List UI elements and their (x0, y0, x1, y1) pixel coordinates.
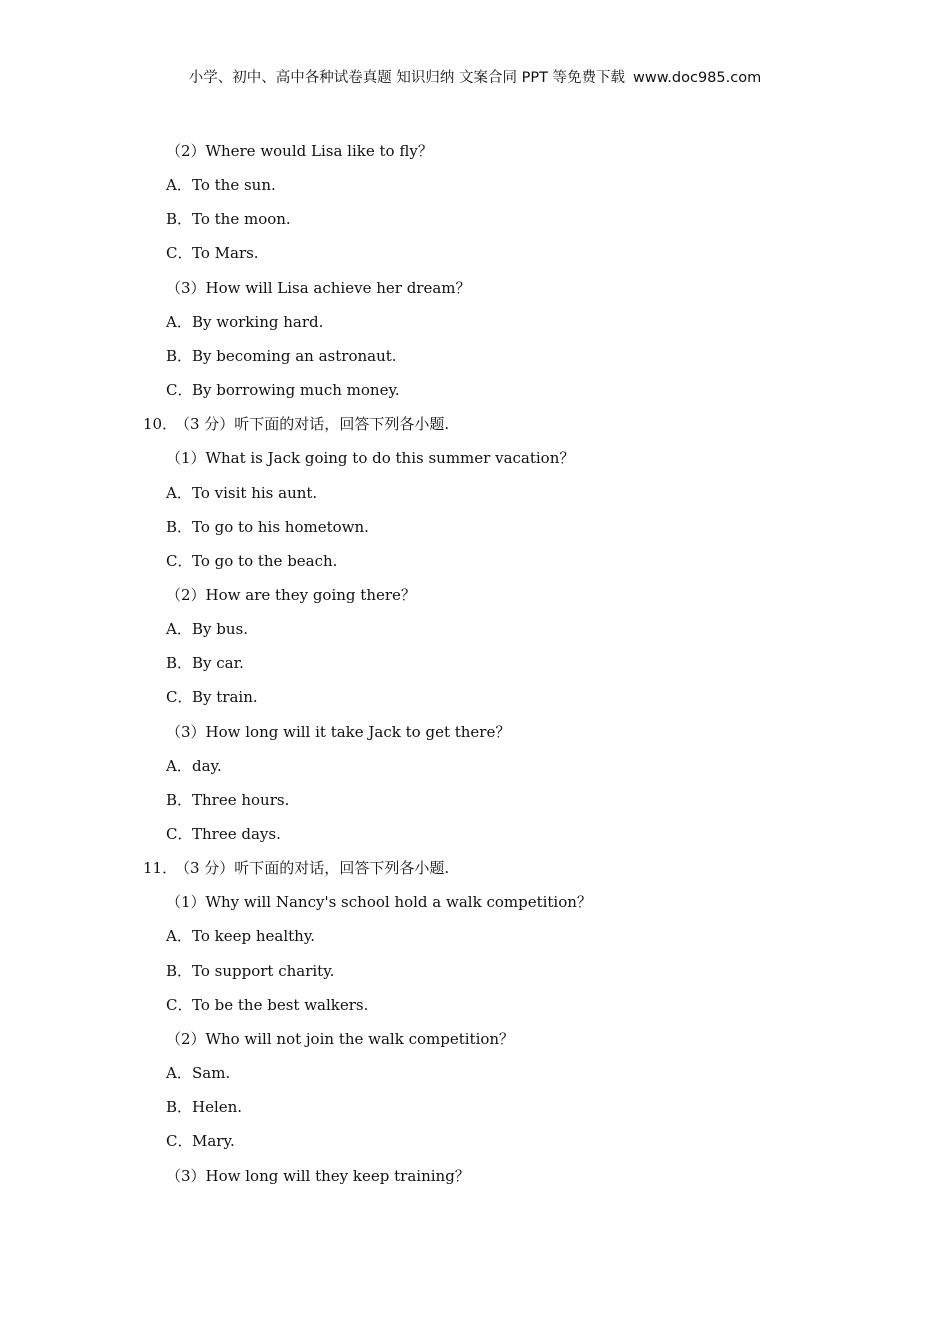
option-text: To go to the beach. (192, 551, 338, 570)
option-letter: C． (166, 825, 193, 843)
option-text: To the moon. (192, 210, 291, 229)
sub-question: （3）How long will it take Jack to get there？ (166, 722, 511, 741)
answer-option (166, 346, 397, 366)
option-text: day. (192, 756, 222, 775)
answer-option (166, 175, 276, 195)
option-letter: A． (166, 483, 192, 502)
question-number: 11． (143, 859, 178, 878)
option-text: To the sun. (192, 176, 276, 195)
option-text: Three hours. (192, 790, 290, 809)
option-text: To keep healthy. (192, 927, 316, 946)
option-letter: A． (166, 620, 192, 639)
sub-question: （3）How will Lisa achieve her dream？ (166, 278, 471, 297)
answer-option (166, 926, 315, 946)
option-letter: C． (166, 1132, 193, 1151)
option-letter: C． (166, 688, 193, 707)
option-letter: B． (166, 790, 193, 809)
option-letter: B． (166, 346, 193, 365)
answer-option (166, 1063, 230, 1083)
answer-option (166, 551, 337, 571)
option-text: Sam. (192, 1064, 231, 1083)
answer-option (166, 1097, 242, 1117)
answer-option (166, 790, 289, 810)
answer-option (166, 1131, 235, 1151)
option-letter: B． (166, 1098, 193, 1117)
option-letter: A． (166, 176, 192, 195)
option-letter: A． (166, 1064, 192, 1083)
option-text: By car. (192, 654, 244, 673)
question-instruction: （3 分）听下面的对话，回答下列各小题. (175, 859, 450, 878)
option-text: By train. (192, 688, 258, 707)
option-letter: B． (166, 654, 193, 673)
answer-option (166, 653, 244, 673)
option-text: By working hard. (192, 312, 324, 331)
header-text: 小学、初中、高中各种试卷真题 知识归纳 文案合同 PPT 等免费下载 (188, 70, 626, 86)
answer-option (166, 687, 258, 707)
answer-option (166, 243, 259, 263)
option-letter: C． (166, 244, 193, 263)
question-heading (143, 414, 449, 434)
option-letter: A． (166, 312, 192, 331)
option-letter: C． (166, 995, 193, 1014)
answer-option (166, 961, 334, 981)
sub-question: （2）How are they going there？ (166, 585, 416, 604)
sub-question: （2）Where would Lisa like to fly？ (166, 142, 433, 160)
option-text: To Mars. (192, 244, 259, 263)
option-text: Helen. (192, 1098, 243, 1117)
answer-option (166, 517, 369, 537)
option-letter: C． (166, 551, 193, 570)
option-text: By bus. (192, 620, 248, 639)
option-text: To go to his hometown. (192, 517, 369, 536)
option-letter: A． (166, 756, 192, 775)
sub-question: （2）Who will not join the walk competition？ (166, 1029, 515, 1048)
sub-question: （1）Why will Nancy's school hold a walk competition？ (166, 893, 592, 912)
question-number: 10． (143, 415, 178, 434)
option-letter: C． (166, 381, 193, 400)
option-letter: B． (166, 210, 193, 229)
option-text: To visit his aunt. (192, 483, 318, 502)
option-text: To support charity. (192, 961, 335, 980)
option-text: By becoming an astronaut. (192, 346, 397, 365)
answer-option (166, 380, 400, 400)
answer-option (166, 312, 323, 332)
answer-option (166, 756, 222, 776)
question-heading (143, 858, 449, 878)
option-text: To be the best walkers. (192, 995, 369, 1014)
page-header (0, 66, 950, 87)
answer-option (166, 995, 368, 1015)
question-instruction: （3 分）听下面的对话，回答下列各小题. (175, 415, 450, 434)
sub-question: （3）How long will they keep training？ (166, 1166, 470, 1185)
option-letter: B． (166, 517, 193, 536)
option-text: By borrowing much money. (192, 381, 400, 400)
header-url[interactable]: www.doc985.com (633, 70, 762, 86)
option-text: Three days. (192, 825, 281, 843)
option-letter: B． (166, 961, 193, 980)
option-text: Mary. (192, 1132, 235, 1151)
sub-question: （1）What is Jack going to do this summer vacation？ (166, 449, 575, 468)
answer-option (166, 209, 291, 229)
answer-option (166, 824, 281, 844)
answer-option (166, 483, 317, 503)
answer-option (166, 619, 248, 639)
option-letter: A． (166, 927, 192, 946)
